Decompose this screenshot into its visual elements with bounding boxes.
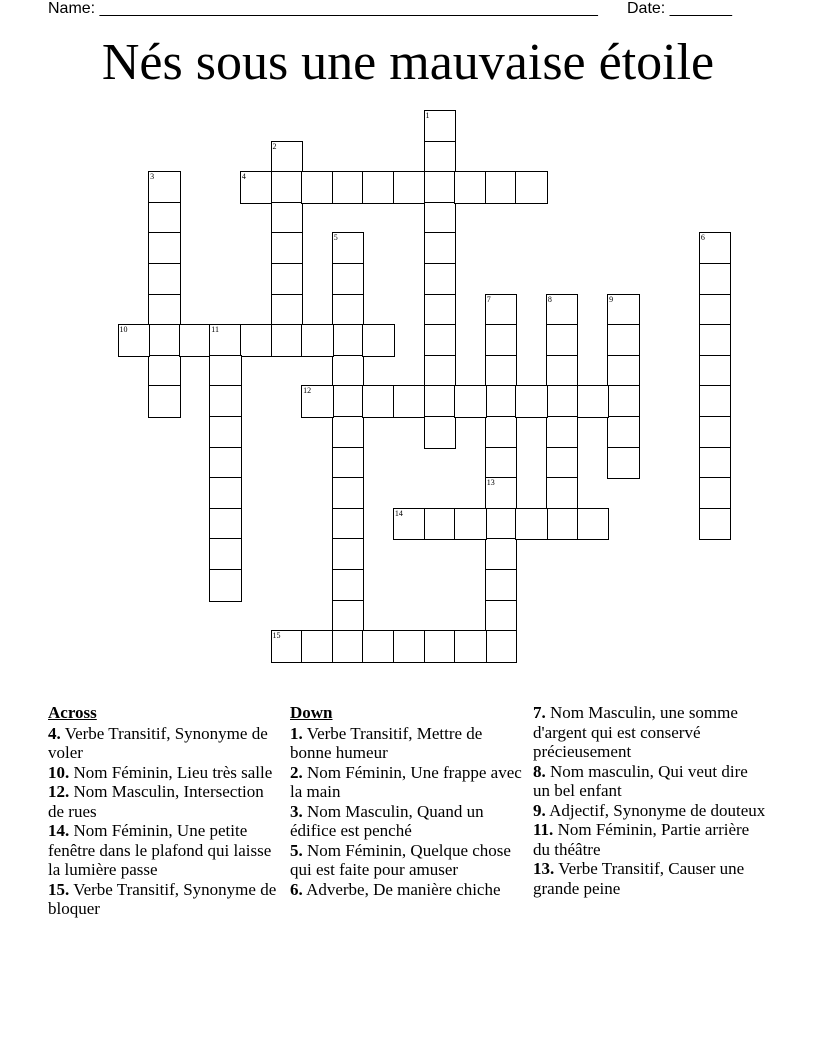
grid-cell[interactable] [271, 324, 304, 357]
cell-number: 2 [272, 141, 277, 151]
cell-number: 11 [211, 325, 219, 335]
grid-cell[interactable] [240, 171, 273, 204]
clue-down-1: 1. Verbe Transitif, Mettre de bonne humeur [290, 723, 483, 762]
grid-cell[interactable] [148, 202, 181, 235]
grid-cell[interactable] [271, 232, 304, 265]
grid-cell[interactable] [271, 141, 304, 174]
grid-cell[interactable] [332, 324, 365, 357]
grid-cell[interactable] [424, 110, 457, 143]
clue-down-5: 5. Nom Féminin, Quelque chose qui est faite pour amuser [290, 840, 511, 879]
grid-cell[interactable] [362, 324, 395, 357]
grid-cell[interactable] [485, 477, 518, 510]
grid-cell[interactable] [424, 324, 457, 357]
grid-cell[interactable] [332, 447, 365, 480]
cell-number: 1 [425, 111, 430, 120]
clues-down-column [290, 703, 525, 899]
clues-across-column [48, 703, 283, 919]
grid-cell[interactable] [515, 508, 548, 541]
grid-cell[interactable] [607, 294, 640, 327]
grid-cell[interactable] [454, 171, 487, 204]
grid-cell[interactable] [485, 355, 518, 388]
grid-cell[interactable] [332, 508, 365, 541]
grid-cell[interactable] [271, 263, 304, 296]
grid-cell[interactable] [607, 385, 640, 418]
clue-across-10: 10. Nom Féminin, Lieu très salle [48, 762, 273, 782]
clue-down-6: 6. Adverbe, De manière chiche [290, 879, 501, 899]
grid-cell[interactable] [577, 508, 610, 541]
cell-number: 9 [609, 294, 614, 304]
grid-cell[interactable] [424, 508, 457, 541]
clues-down-column-continued [533, 703, 768, 898]
grid-cell[interactable] [332, 569, 365, 602]
grid-cell[interactable] [209, 477, 242, 510]
grid-cell[interactable] [546, 477, 579, 510]
cell-number: 7 [486, 294, 491, 304]
grid-cell[interactable] [271, 294, 304, 327]
clue-down-2: 2. Nom Féminin, Une frappe avec la main [290, 762, 522, 801]
grid-cell[interactable] [301, 171, 334, 204]
grid-cell[interactable] [485, 630, 518, 663]
grid-cell[interactable] [362, 171, 395, 204]
grid-cell[interactable] [332, 171, 365, 204]
grid-cell[interactable] [699, 385, 732, 418]
grid-cell[interactable] [515, 171, 548, 204]
cell-number: 12 [303, 386, 312, 396]
grid-cell[interactable] [271, 202, 304, 235]
grid-cell[interactable] [424, 263, 457, 296]
grid-cell[interactable] [699, 232, 732, 265]
grid-cell[interactable] [485, 324, 518, 357]
grid-cell[interactable] [485, 447, 518, 480]
grid-cell[interactable] [148, 294, 181, 327]
cell-number: 8 [547, 294, 552, 304]
cell-number: 15 [272, 631, 281, 641]
cell-number: 3 [150, 172, 155, 182]
grid-cell[interactable] [424, 141, 457, 174]
grid-cell[interactable] [332, 263, 365, 296]
across-heading: Across [48, 703, 97, 722]
grid-cell[interactable] [699, 324, 732, 357]
grid-cell[interactable] [332, 416, 365, 449]
grid-cell[interactable] [424, 171, 457, 204]
grid-cell[interactable] [148, 324, 181, 357]
grid-cell[interactable] [546, 385, 579, 418]
clue-down-13: 13. Verbe Transitif, Causer une grande peine [533, 859, 745, 898]
grid-cell[interactable] [699, 416, 732, 449]
grid-cell[interactable] [209, 538, 242, 571]
clue-down-7: 7. Nom Masculin, une somme d'argent qui est conservé précieusement [533, 703, 738, 761]
grid-cell[interactable] [699, 294, 732, 327]
grid-cell[interactable] [209, 447, 242, 480]
clue-down-11: 11. Nom Féminin, Partie arrière du théâtre [533, 820, 750, 859]
grid-cell[interactable] [485, 294, 518, 327]
grid-cell[interactable] [393, 508, 426, 541]
grid-cell[interactable] [240, 324, 273, 357]
grid-cell[interactable] [148, 232, 181, 265]
grid-cell[interactable] [332, 538, 365, 571]
grid-cell[interactable] [332, 477, 365, 510]
grid-cell[interactable] [454, 630, 487, 663]
grid-cell[interactable] [485, 508, 518, 541]
grid-cell[interactable] [332, 294, 365, 327]
grid-cell[interactable] [699, 447, 732, 480]
grid-cell[interactable] [699, 477, 732, 510]
grid-cell[interactable] [607, 355, 640, 388]
cell-number: 13 [486, 478, 495, 488]
clue-down-9: 9. Adjectif, Synonyme de douteux [533, 800, 766, 820]
grid-cell[interactable] [362, 385, 395, 418]
grid-cell[interactable] [332, 385, 365, 418]
grid-cell[interactable] [209, 508, 242, 541]
clue-down-8: 8. Nom masculin, Qui veut dire un bel enfant [533, 761, 748, 800]
grid-cell[interactable] [424, 355, 457, 388]
grid-cell[interactable] [485, 416, 518, 449]
grid-cell[interactable] [424, 385, 457, 418]
clue-across-14: 14. Nom Féminin, Une petite fenêtre dans le plafond qui laisse la lumière passe [48, 821, 272, 879]
name-field-label: Name: ________________________________________________________ [48, 0, 598, 17]
grid-cell[interactable] [485, 538, 518, 571]
grid-cell[interactable] [148, 355, 181, 388]
grid-cell[interactable] [209, 355, 242, 388]
grid-cell[interactable] [546, 355, 579, 388]
grid-cell[interactable] [485, 385, 518, 418]
cell-number: 5 [333, 233, 338, 243]
grid-cell[interactable] [209, 324, 242, 357]
grid-cell[interactable] [179, 324, 212, 357]
grid-cell[interactable] [271, 630, 304, 663]
grid-cell[interactable] [332, 355, 365, 388]
grid-cell[interactable] [209, 385, 242, 418]
grid-cell[interactable] [301, 385, 334, 418]
clue-across-4: 4. Verbe Transitif, Synonyme de voler [48, 723, 268, 762]
grid-cell[interactable] [209, 416, 242, 449]
grid-cell[interactable] [546, 324, 579, 357]
down-heading: Down [290, 703, 333, 722]
grid-cell[interactable] [148, 385, 181, 418]
grid-cell[interactable] [148, 171, 181, 204]
date-field-label: Date: _______ [627, 0, 732, 17]
grid-cell[interactable] [485, 171, 518, 204]
grid-cell[interactable] [362, 630, 395, 663]
grid-cell[interactable] [424, 232, 457, 265]
grid-cell[interactable] [546, 294, 579, 327]
clue-across-15: 15. Verbe Transitif, Synonyme de bloquer [48, 879, 277, 918]
grid-cell[interactable] [485, 600, 518, 633]
grid-cell[interactable] [301, 630, 334, 663]
grid-cell[interactable] [209, 569, 242, 602]
grid-cell[interactable] [332, 232, 365, 265]
grid-cell[interactable] [393, 385, 426, 418]
grid-cell[interactable] [485, 569, 518, 602]
grid-cell[interactable] [454, 385, 487, 418]
grid-cell[interactable] [454, 508, 487, 541]
grid-cell[interactable] [332, 630, 365, 663]
grid-cell[interactable] [607, 447, 640, 480]
grid-cell[interactable] [424, 294, 457, 327]
clue-across-12: 12. Nom Masculin, Intersection de rues [48, 782, 264, 821]
grid-cell[interactable] [424, 416, 457, 449]
grid-cell[interactable] [607, 416, 640, 449]
grid-cell[interactable] [148, 263, 181, 296]
grid-cell[interactable] [424, 630, 457, 663]
cell-number: 4 [241, 172, 246, 182]
grid-cell[interactable] [699, 508, 732, 541]
cell-number: 10 [119, 325, 128, 335]
grid-cell[interactable] [393, 630, 426, 663]
grid-cell[interactable] [515, 385, 548, 418]
grid-cell[interactable] [577, 385, 610, 418]
grid-cell[interactable] [546, 416, 579, 449]
grid-cell[interactable] [699, 263, 732, 296]
grid-cell[interactable] [271, 171, 304, 204]
grid-cell[interactable] [546, 508, 579, 541]
page-title: Nés sous une mauvaise étoile [101, 34, 715, 91]
grid-cell[interactable] [332, 600, 365, 633]
clue-down-3: 3. Nom Masculin, Quand un édifice est penché [290, 801, 484, 840]
grid-cell[interactable] [699, 355, 732, 388]
grid-cell[interactable] [393, 171, 426, 204]
grid-cell[interactable] [118, 324, 151, 357]
cell-number: 6 [700, 233, 705, 243]
cell-number: 14 [394, 508, 403, 518]
grid-cell[interactable] [546, 447, 579, 480]
grid-cell[interactable] [301, 324, 334, 357]
grid-cell[interactable] [607, 324, 640, 357]
grid-cell[interactable] [424, 202, 457, 235]
